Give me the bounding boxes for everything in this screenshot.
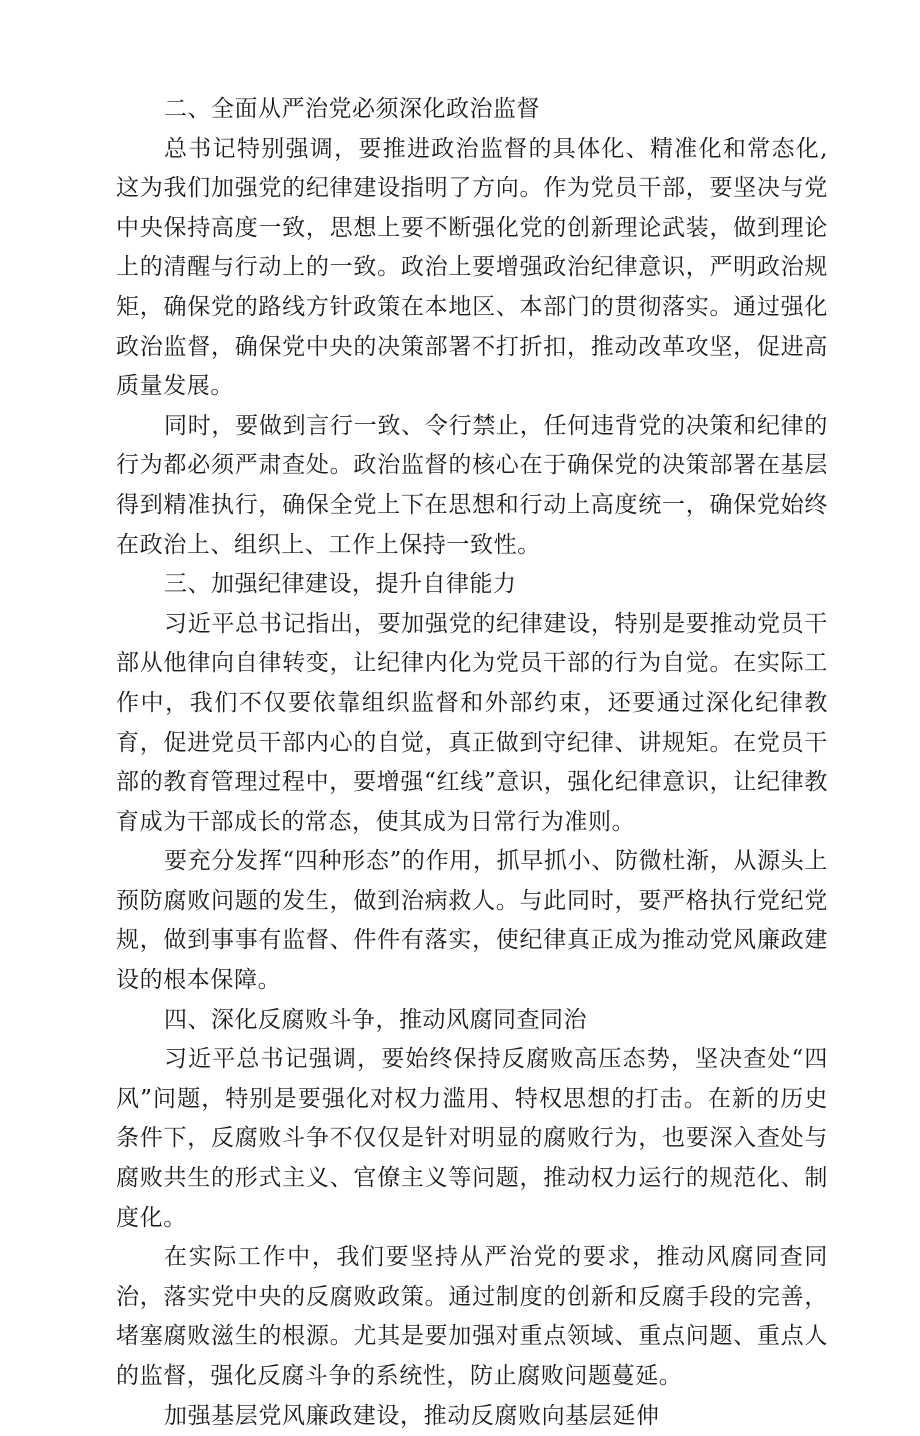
body-paragraph: 在实际工作中，我们要坚持从严治党的要求，推动风腐同查同治，落实党中央的反腐败政策。通过制度的创新和反腐手段的完善，堵塞腐败滋生的根源。尤其是要加强对重点领域、重点问题、重点人的监督，强化反腐斗争的系统性，防止腐败问题蔓延。 [116,1244,828,1389]
body-paragraph: 同时，要做到言行一致、令行禁止，任何违背党的决策和纪律的行为都必须严肃查处。政治监督的核心在于确保党的决策部署在基层得到精准执行，确保全党上下在思想和行动上高度统一，确保党始终在政治上、组织上、工作上保持一致性。 [116,412,828,558]
section-heading-3: 三、加强纪律建设，提升自律能力 [164,571,517,598]
body-paragraph: 习近平总书记指出，要加强党的纪律建设，特别是要推动党员干部从他律向自律转变，让纪律内化为党员干部的行为自觉。在实际工作中，我们不仅要依靠组织监督和外部约束，还要通过深化纪律教育，促进党员干部内心的自觉，真正做到守纪律、讲规矩。在党员干部的教育管理过程中，要增强“红线”意识，强化纪律意识，让纪律教育成为干部成长的常态，使其成为日常行为准则。 [116,610,828,835]
document-body [116,90,828,1436]
body-paragraph: 加强基层党风廉政建设，推动反腐败向基层延伸 [164,1402,660,1429]
section-heading-4: 四、深化反腐败斗争，推动风腐同查同治 [164,1006,587,1033]
body-paragraph: 要充分发挥“四种形态”的作用，抓早抓小、防微杜渐，从源头上预防腐败问题的发生，做到治病救人。与此同时，要严格执行党纪党规，做到事事有监督、件件有落实，使纪律真正成为推动党风廉政建设的根本保障。 [116,848,828,994]
body-paragraph: 总书记特别强调，要推进政治监督的具体化、精准化和常态化,这为我们加强党的纪律建设指明了方向。作为党员干部，要坚决与党中央保持高度一致，思想上要不断强化党的创新理论武装，做到理论上的清醒与行动上的一致。政治上要增强政治纪律意识，严明政治规矩，确保党的路线方针政策在本地区、本部门的贯彻落实。通过强化政治监督，确保党中央的决策部署不打折扣，推动改革攻坚，促进高质量发展。 [116,135,828,400]
body-paragraph: 习近平总书记强调，要始终保持反腐败高压态势，坚决查处“四风”问题，特别是要强化对权力滥用、特权思想的打击。在新的历史条件下，反腐败斗争不仅仅是针对明显的腐败行为，也要深入查处与腐败共生的形式主义、官僚主义等问题，推动权力运行的规范化、制度化。 [116,1046,828,1231]
section-heading-2: 二、全面从严治党必须深化政治监督 [164,96,540,122]
